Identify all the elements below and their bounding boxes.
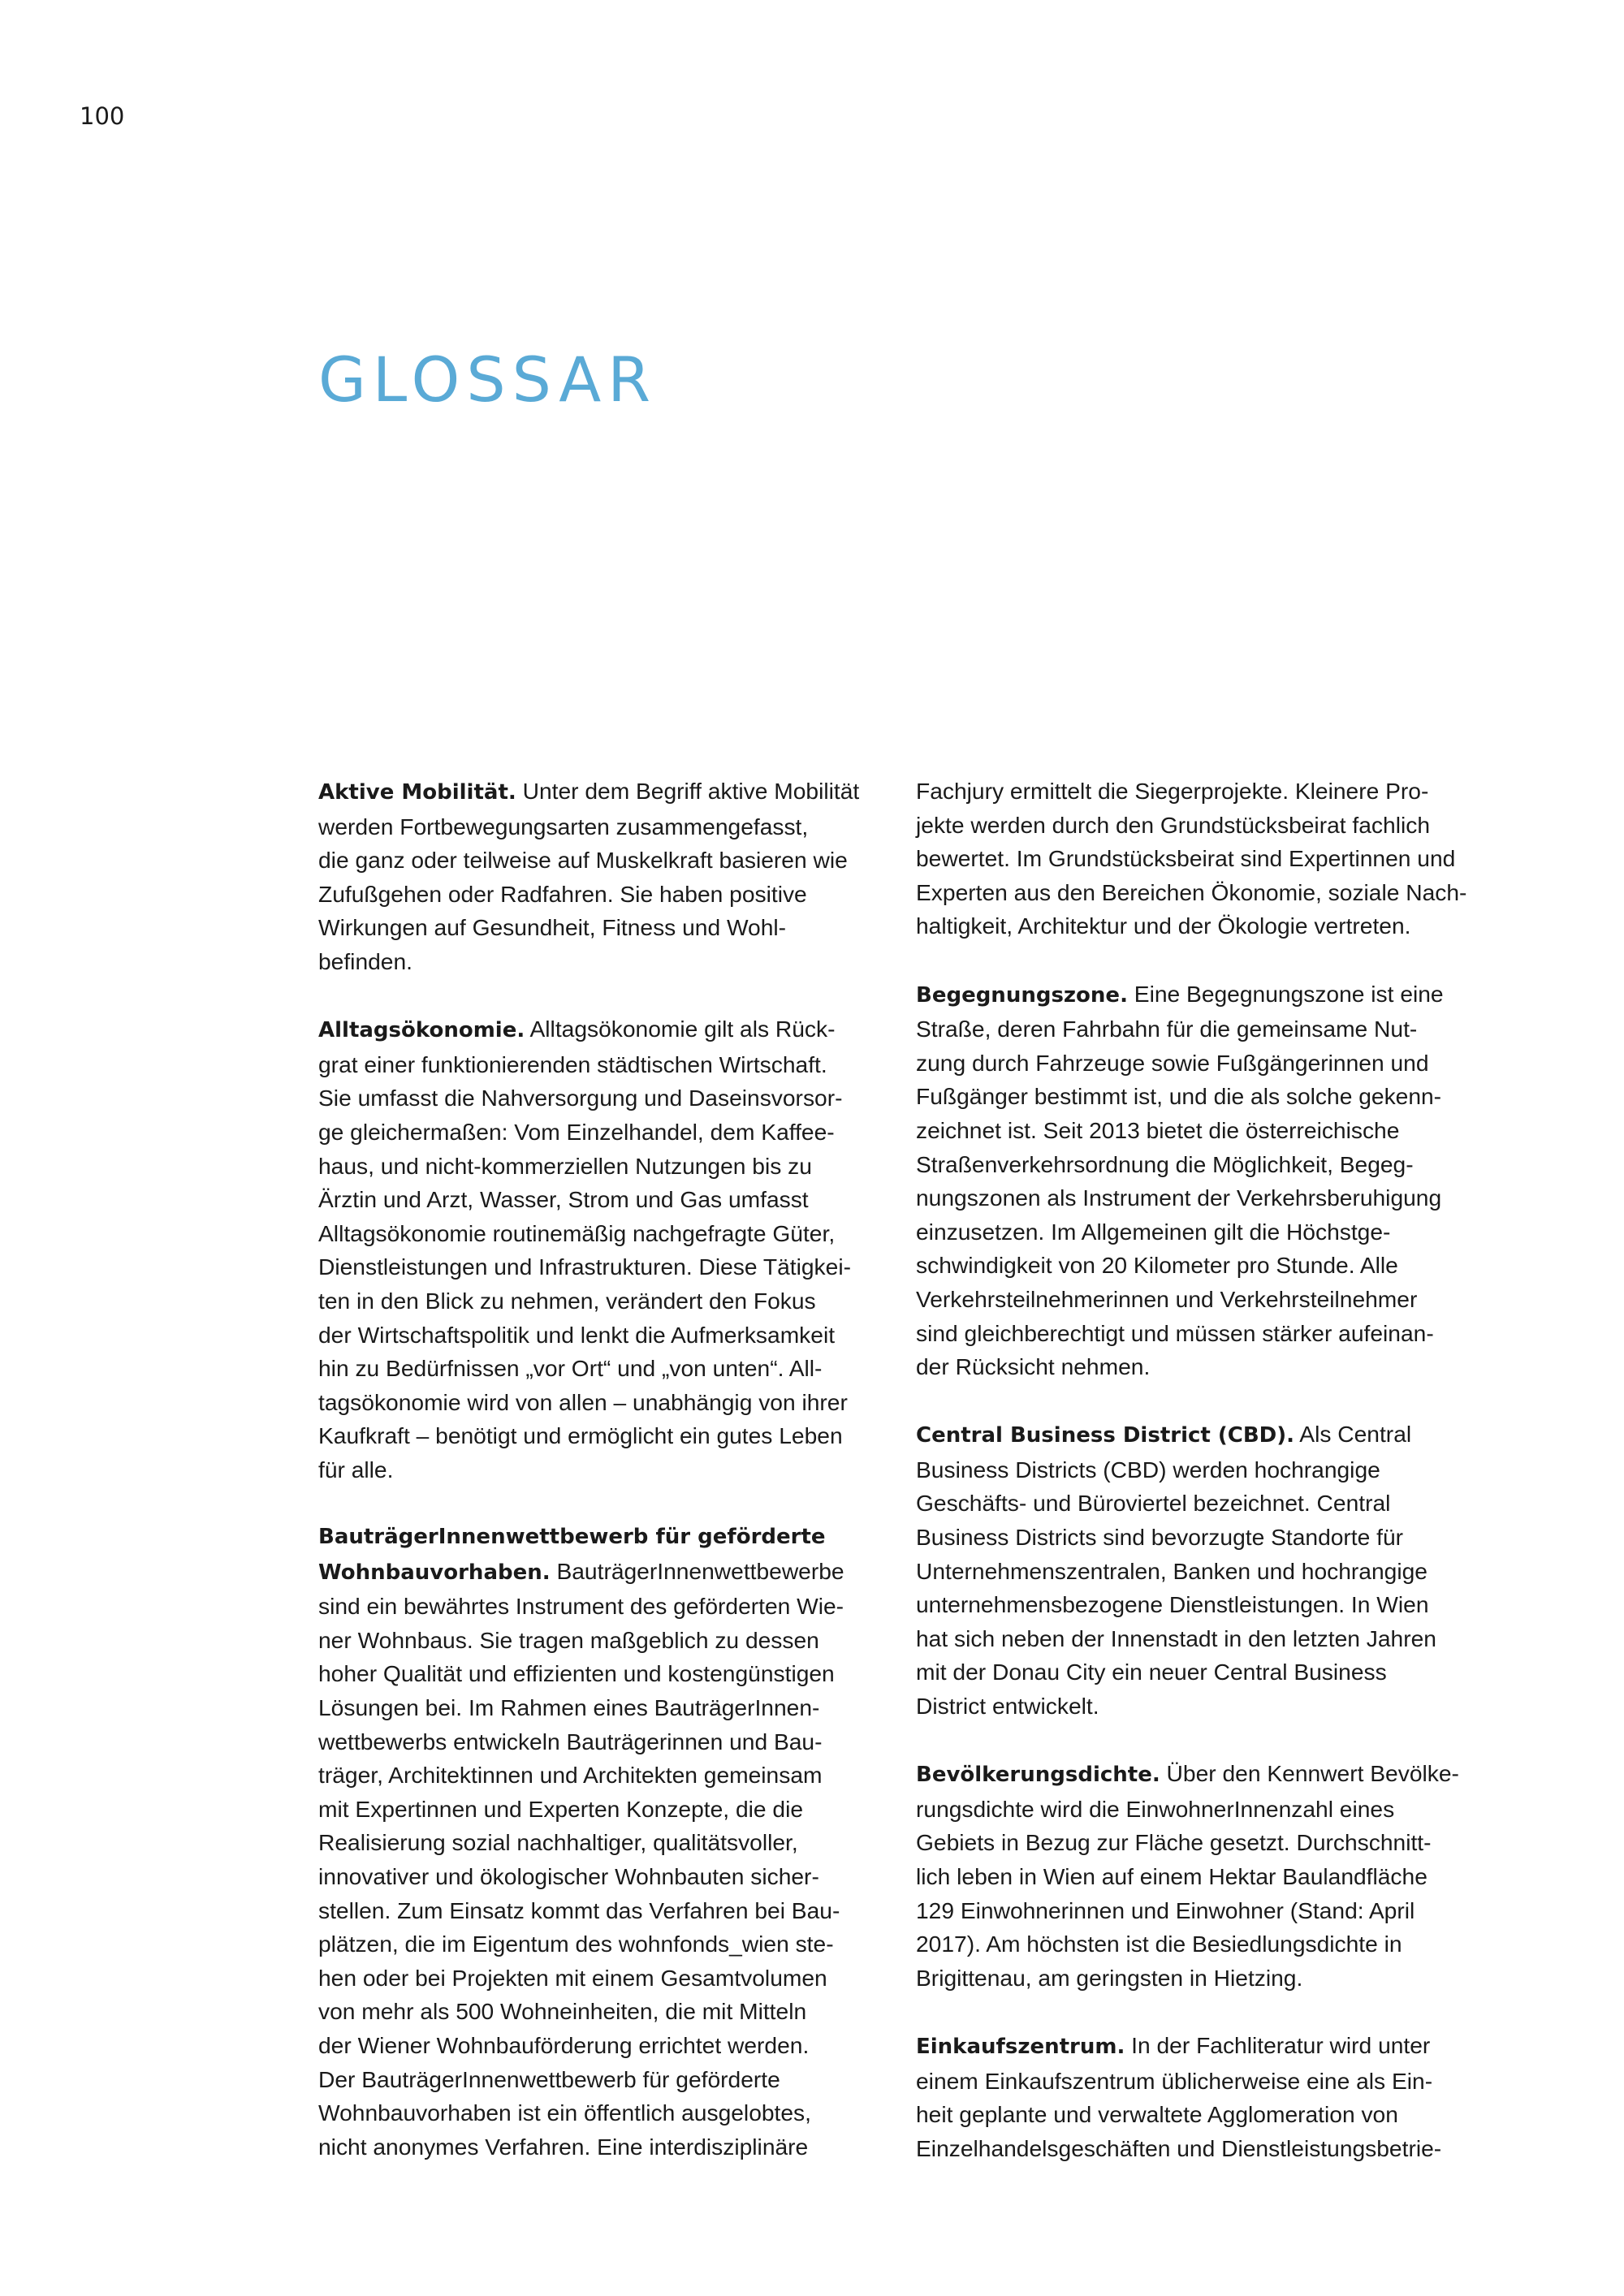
entry-line: einzusetzen. Im Allgemeinen gilt die Höchstge-: [916, 1218, 1391, 1245]
entry-line: Experten aus den Bereichen Ökonomie, soziale Nach-: [916, 878, 1467, 905]
glossary-entry-einkaufszentrum: [916, 2029, 1494, 2165]
glossary-entry-bautraegerinnenwettbewerb: [318, 1521, 896, 2164]
glossary-term: Bevölkerungsdichte.: [916, 1763, 1160, 1788]
entry-line: District entwickelt.: [916, 1693, 1099, 1720]
entry-line: der Rücksicht nehmen.: [916, 1353, 1151, 1380]
entry-line: Wirkungen auf Gesundheit, Fitness und Wohl-: [318, 914, 787, 941]
entry-line: von mehr als 500 Wohneinheiten, die mit Mitteln: [318, 1998, 807, 2025]
entry-line: Ärztin und Arzt, Wasser, Strom und Gas umfasst: [318, 1186, 809, 1213]
entry-line: Straße, deren Fahrbahn für die gemeinsame Nut-: [916, 1016, 1418, 1042]
entry-line: stellen. Zum Einsatz kommt das Verfahren bei Bau-: [318, 1897, 840, 1923]
entry-line: [318, 1555, 896, 1590]
entry-line: zeichnet ist. Seit 2013 bietet die österreichische: [916, 1116, 1400, 1143]
entry-line: der Wiener Wohnbauförderung errichtet werden.: [318, 2031, 810, 2058]
entry-line: [916, 2029, 1494, 2065]
entry-line: für alle.: [318, 1456, 394, 1482]
entry-line: bewertet. Im Grundstücksbeirat sind Expertinnen und: [916, 845, 1456, 872]
entry-line: [916, 978, 1494, 1013]
entry-text: Unter dem Begriff aktive Mobilität: [516, 778, 860, 804]
entry-line: hat sich neben der Innenstadt in den letzten Jahren: [916, 1625, 1436, 1651]
entry-line: mit der Donau City ein neuer Central Business: [916, 1659, 1387, 1685]
entry-line: Business Districts (CBD) werden hochrangige: [916, 1456, 1380, 1482]
entry-line: ge gleichermaßen: Vom Einzelhandel, dem Kaffee-: [318, 1118, 835, 1145]
entry-line: Einzelhandelsgeschäften und Dienstleistungsbetrie-: [916, 2134, 1442, 2161]
entry-text: Als Central: [1294, 1421, 1412, 1448]
entry-line: zung durch Fahrzeuge sowie Fußgängerinnen und: [916, 1049, 1429, 1076]
glossary-term: Einkaufszentrum.: [916, 2034, 1125, 2059]
entry-line: hin zu Bedürfnissen „vor Ort“ und „von unten“. All-: [318, 1355, 823, 1382]
entry-line: Gebiets in Bezug zur Fläche gesetzt. Durchschnitt-: [916, 1829, 1432, 1856]
glossary-term: BauträgerInnenwettbewerb für geförderte: [318, 1525, 826, 1550]
left-column: [318, 775, 896, 2198]
entry-line: Kaufkraft – benötigt und ermöglicht ein gutes Leben: [318, 1422, 843, 1449]
right-column: [916, 775, 1494, 2199]
entry-line: haus, und nicht-kommerziellen Nutzungen bis zu: [318, 1152, 812, 1179]
entry-line: Business Districts sind bevorzugte Standorte für: [916, 1524, 1404, 1551]
entry-line: befinden.: [318, 947, 412, 974]
glossary-term: Wohnbauvorhaben.: [318, 1560, 551, 1585]
entry-line: tagsökonomie wird von allen – unabhängig von ihrer: [318, 1388, 848, 1415]
entry-line: sind gleichberechtigt und müssen stärker aufeinan-: [916, 1319, 1434, 1346]
entry-line: [916, 1418, 1494, 1453]
entry-line: mit Expertinnen und Experten Konzepte, die die: [318, 1795, 804, 1822]
entry-line: hoher Qualität und effizienten und kostengünstigen: [318, 1660, 835, 1687]
page-number: 100: [80, 102, 125, 130]
glossary-term: Begegnungszone.: [916, 982, 1128, 1008]
entry-line: sind ein bewährtes Instrument des geförderten Wie-: [318, 1593, 844, 1620]
entry-line: nicht anonymes Verfahren. Eine interdisziplinäre: [318, 2133, 809, 2160]
entry-line: [916, 1757, 1494, 1793]
entry-line: haltigkeit, Architektur und der Ökologie vertreten.: [916, 913, 1411, 939]
entry-line: Wohnbauvorhaben ist ein öffentlich ausgelobtes,: [318, 2100, 811, 2126]
entry-line: innovativer und ökologischer Wohnbauten sicher-: [318, 1863, 819, 1889]
entry-line: Der BauträgerInnenwettbewerb für geförderte: [318, 2065, 780, 2092]
entry-line: Sie umfasst die Nahversorgung und Daseinsvorsor-: [318, 1085, 843, 1111]
glossary-entry-central-business-district: [916, 1418, 1494, 1723]
entry-line: einem Einkaufszentrum üblicherweise eine als Ein-: [916, 2067, 1433, 2094]
entry-text: Alltagsökonomie gilt als Rück-: [525, 1016, 836, 1042]
entry-line: der Wirtschaftspolitik und lenkt die Aufmerksamkeit: [318, 1321, 836, 1348]
entry-line: [318, 775, 896, 810]
glossary-entry-continuation: [916, 775, 1494, 943]
entry-line: ner Wohnbaus. Sie tragen maßgeblich zu dessen: [318, 1626, 819, 1653]
entry-line: 129 Einwohnerinnen und Einwohner (Stand: April: [916, 1897, 1415, 1923]
entry-line: hen oder bei Projekten mit einem Gesamtvolumen: [318, 1964, 827, 1991]
entry-line: Fußgänger bestimmt ist, und die als solche gekenn-: [916, 1083, 1442, 1110]
glossary-entry-begegnungszone: [916, 978, 1494, 1384]
entry-line: unternehmensbezogene Dienstleistungen. In Wien: [916, 1591, 1429, 1618]
entry-line: wettbewerbs entwickeln Bauträgerinnen und Bau-: [318, 1728, 823, 1754]
entry-text: In der Fachliteratur wird unter: [1125, 2031, 1431, 2058]
entry-line: [318, 1012, 896, 1048]
entry-line: Brigittenau, am geringsten in Hietzing.: [916, 1964, 1303, 1991]
entry-line: Straßenverkehrsordnung die Möglichkeit, Begeg-: [916, 1150, 1414, 1177]
glossary-entry-aktive-mobilitaet: [318, 775, 896, 979]
entry-line: plätzen, die im Eigentum des wohnfonds_wien ste-: [318, 1931, 834, 1957]
entry-line: nungszonen als Instrument der Verkehrsberuhigung: [916, 1185, 1442, 1211]
entry-line: werden Fortbewegungsarten zusammengefasst,: [318, 813, 809, 839]
entry-line: ten in den Blick zu nehmen, verändert den Fokus: [318, 1287, 816, 1314]
entry-line: träger, Architektinnen und Architekten gemeinsam: [318, 1762, 823, 1789]
entry-line: Alltagsökonomie routinemäßig nachgefragte Güter,: [318, 1219, 836, 1246]
glossary-entry-bevoelkerungsdichte: [916, 1757, 1494, 1995]
entry-line: die ganz oder teilweise auf Muskelkraft basieren wie: [318, 847, 848, 874]
entry-text: BauträgerInnenwettbewerbe: [550, 1557, 844, 1584]
entry-line: grat einer funktionierenden städtischen Wirtschaft.: [318, 1051, 827, 1077]
entry-line: Unternehmenszentralen, Banken und hochrangige: [916, 1557, 1427, 1584]
entry-text: Eine Begegnungszone ist eine: [1127, 980, 1444, 1007]
entry-line: Fachjury ermittelt die Siegerprojekte. Kleinere Pro-: [916, 778, 1429, 804]
entry-line: lich leben in Wien auf einem Hektar Baulandfläche: [916, 1863, 1427, 1889]
glossary-term: Alltagsökonomie.: [318, 1018, 525, 1043]
entry-line: 2017). Am höchsten ist die Besiedlungsdichte in: [916, 1931, 1402, 1957]
entry-line: Lösungen bei. Im Rahmen eines BauträgerInnen-: [318, 1694, 820, 1721]
entry-line: Verkehrsteilnehmerinnen und Verkehrsteilnehmer: [916, 1285, 1418, 1312]
glossary-term: Central Business District (CBD).: [916, 1423, 1294, 1448]
entry-line: rungsdichte wird die EinwohnerInnenzahl eines: [916, 1795, 1395, 1822]
entry-line: Dienstleistungen und Infrastrukturen. Diese Tätigkei-: [318, 1254, 851, 1280]
page-title: GLOSSAR: [318, 343, 658, 416]
entry-line: heit geplante und verwaltete Agglomeration von: [916, 2101, 1398, 2128]
glossary-term: Aktive Mobilität.: [318, 780, 516, 805]
entry-line: Geschäfts- und Büroviertel bezeichnet. Central: [916, 1490, 1391, 1517]
glossary-entry-alltagsoekonomie: [318, 1012, 896, 1487]
entry-line: jekte werden durch den Grundstücksbeirat fachlich: [916, 811, 1430, 838]
entry-line: Realisierung sozial nachhaltiger, qualitätsvoller,: [318, 1829, 798, 1856]
entry-text: Über den Kennwert Bevölke-: [1160, 1760, 1459, 1787]
entry-line: schwindigkeit von 20 Kilometer pro Stunde. Alle: [916, 1252, 1398, 1279]
entry-line: Zufußgehen oder Radfahren. Sie haben positive: [318, 880, 807, 907]
